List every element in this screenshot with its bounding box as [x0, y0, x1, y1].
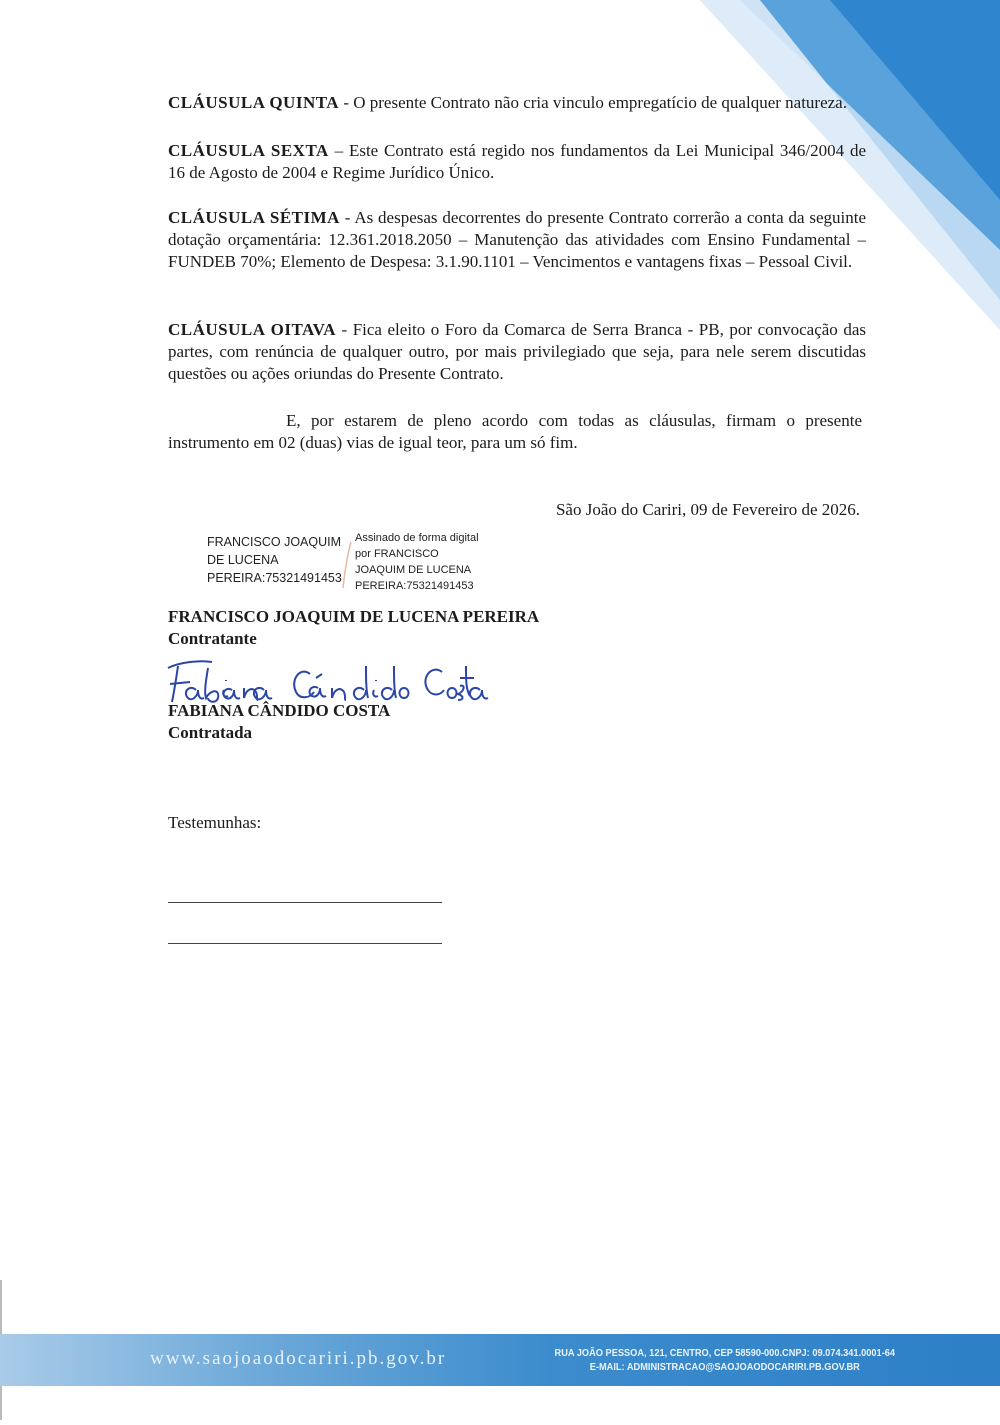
digital-signature-line: JOAQUIM DE LUCENA: [355, 564, 472, 576]
witness-signature-line: [168, 902, 442, 903]
clause-quinta-title: CLÁUSULA QUINTA: [168, 93, 340, 112]
footer-website: www.saojoaodocariri.pb.gov.br: [150, 1348, 447, 1369]
contratada-name: FABIANA CÂNDIDO COSTA: [168, 701, 391, 720]
digital-signature-name: [207, 533, 342, 587]
document-date: São João do Cariri, 09 de Fevereiro de 2026.: [555, 500, 860, 519]
clause-sexta-text: – Este Contrato está regido nos fundamentos da Lei Municipal 346/2004 de 16 de Agosto de 2004 e Regime Jurídico Único.: [168, 141, 866, 182]
footer-address: RUA JOÃO PESSOA, 121, CENTRO, CEP 58590-000.CNPJ: 09.074.341.0001-64: [554, 1347, 896, 1359]
digital-signature-line: Assinado de forma digital: [355, 532, 479, 544]
footer-email: E-MAIL: ADMINISTRACAO@SAOJOAODOCARIRI.PB.GOV.BR: [589, 1361, 860, 1373]
clause-sexta: [168, 140, 866, 184]
contratada-role: Contratada: [168, 723, 253, 742]
footer-contact: [540, 1346, 910, 1374]
signature-stroke-mark: [337, 540, 357, 590]
footer-banner: [0, 1334, 1000, 1386]
witnesses-label: Testemunhas:: [168, 813, 262, 832]
contratante-role: Contratante: [168, 629, 257, 648]
clause-quinta: [168, 92, 866, 114]
clause-setima-text: - As despesas decorrentes do presente Contrato correrão a conta da seguinte dotação orçamentária: 12.361.2018.2050 – Manutenção das atividades com Ensino Fundamental – FUNDEB 70%; Elemento de Despesa: 3.1.90.1101 – Vencimentos e vantagens fixas – Pessoal Civil.: [168, 208, 866, 271]
clause-sexta-title: CLÁUSULA SEXTA: [168, 141, 329, 160]
clause-quinta-text: - O presente Contrato não cria vinculo empregatício de qualquer natureza.: [339, 93, 847, 112]
clause-oitava-text: - Fica eleito o Foro da Comarca de Serra Branca - PB, por convocação das partes, com renúncia de qualquer outro, por mais privilegiado que seja, para nele serem discutidas questões ou ações oriundas do Presente Contrato.: [168, 320, 866, 383]
clause-oitava: [168, 319, 866, 385]
digital-signature-line: DE LUCENA: [207, 553, 279, 567]
handwritten-signature: [160, 650, 490, 706]
digital-signature-line: por FRANCISCO: [355, 548, 439, 560]
contratante-name: FRANCISCO JOAQUIM DE LUCENA PEREIRA: [168, 607, 540, 626]
digital-signature-line: FRANCISCO JOAQUIM: [207, 535, 342, 549]
witness-signature-line: [168, 943, 442, 944]
digital-signature-line: PEREIRA:75321491453: [207, 571, 342, 585]
digital-signature-details: [355, 530, 479, 594]
clause-setima-title: CLÁUSULA SÉTIMA: [168, 208, 340, 227]
clause-setima: [168, 207, 866, 273]
clause-oitava-title: CLÁUSULA OITAVA: [168, 320, 336, 339]
digital-signature-line: PEREIRA:75321491453: [355, 580, 474, 592]
closing-paragraph: E, por estarem de pleno acordo com todas as cláusulas, firmam o presente instrumento em 02 (duas) vias de igual teor, para um só fim.: [168, 411, 862, 452]
